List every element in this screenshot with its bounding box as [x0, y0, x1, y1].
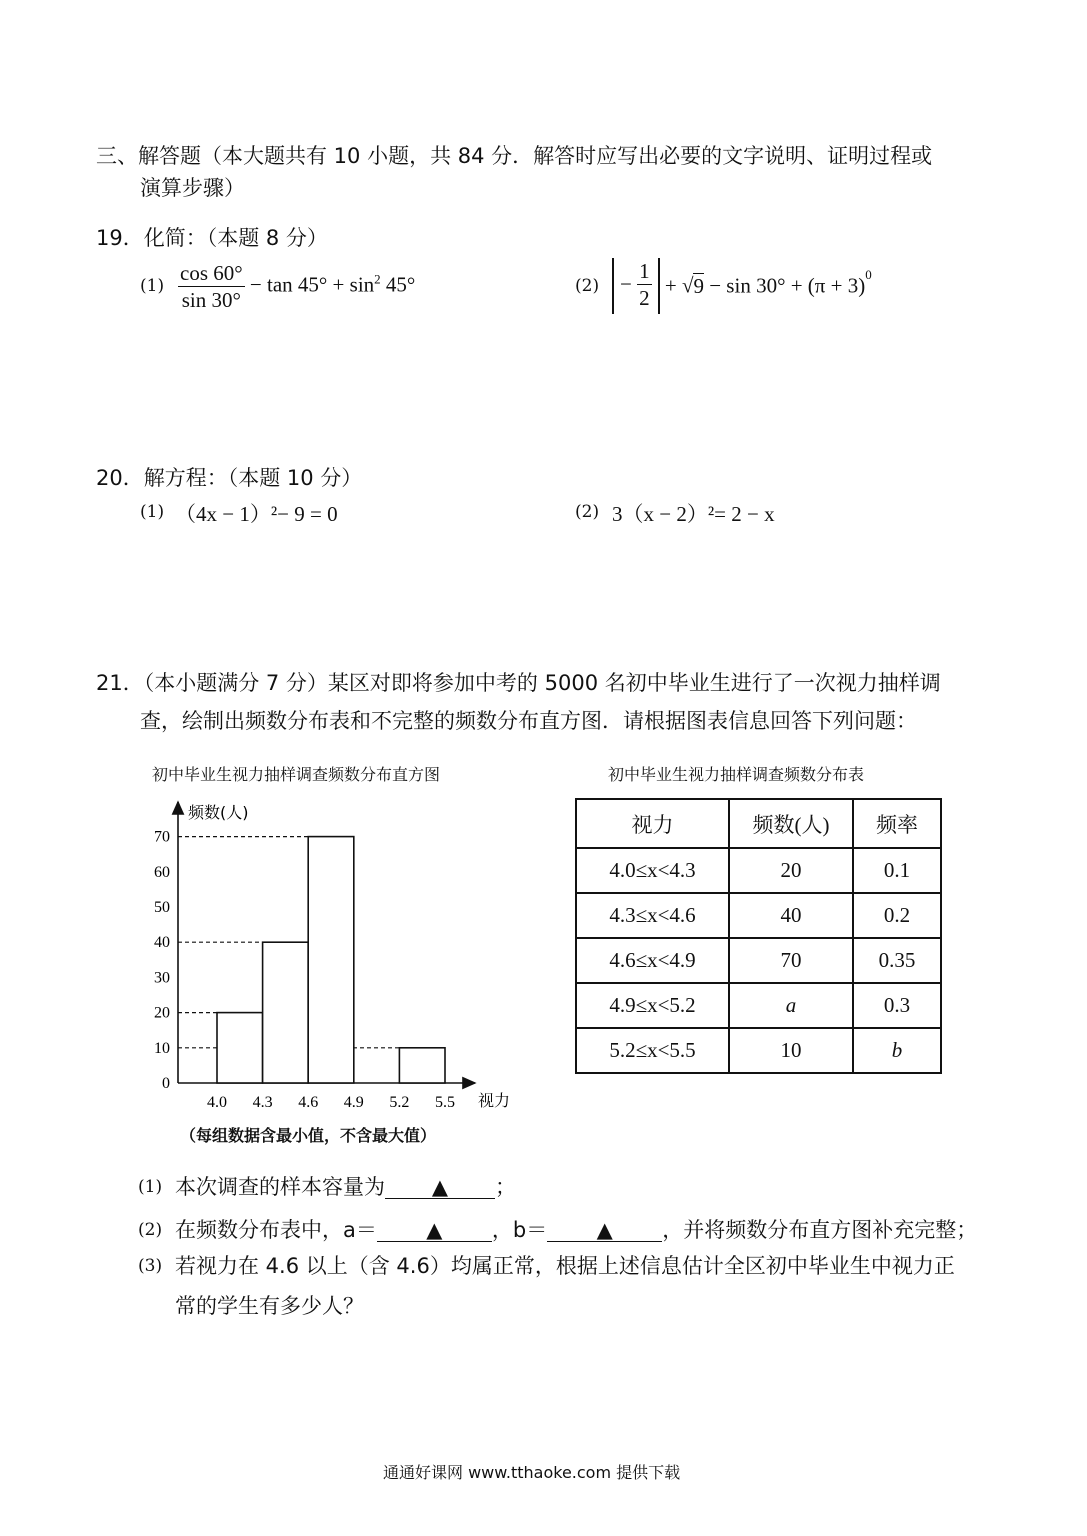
x-tick-label: 4.9 — [343, 1094, 364, 1111]
y-tick-label: 30 — [154, 969, 170, 987]
table-cell: 70 — [729, 938, 853, 983]
histogram-note: （每组数据含最小值，不含最大值） — [180, 1126, 437, 1145]
x-tick-label: 4.6 — [298, 1094, 319, 1111]
table-cell: 0.3 — [853, 983, 941, 1028]
table-cell: 10 — [729, 1028, 853, 1073]
table-cell: 0.2 — [853, 893, 941, 938]
sub3-line1: 若视力在 4.6 以上（含 4.6）均属正常，根据上述信息估计全区初中毕业生中视力正 — [175, 1254, 955, 1278]
histogram-caption: 初中毕业生视力抽样调查频数分布直方图 — [152, 765, 441, 784]
table-cell: 40 — [729, 893, 853, 938]
table-caption: 初中毕业生视力抽样调查频数分布表 — [608, 765, 865, 784]
table-cell: a — [729, 983, 853, 1028]
y-tick-label: 20 — [154, 1004, 170, 1022]
table-cell: 4.6≤x<4.9 — [576, 938, 729, 983]
q20-title: 20．解方程：（本题 10 分） — [96, 466, 363, 490]
y-tick-label: 50 — [154, 899, 170, 916]
table-header-cell: 视力 — [576, 799, 729, 848]
table-cell: 4.3≤x<4.6 — [576, 893, 729, 938]
x-axis-label: 视力 — [478, 1091, 511, 1110]
sub1-label: (1) — [138, 1177, 163, 1197]
sqrt-symbol: √9 — [681, 273, 704, 298]
q19-title: 19．化简：（本题 8 分） — [96, 226, 328, 250]
x-tick-label: 4.0 — [207, 1094, 227, 1111]
histogram-bar — [308, 837, 354, 1083]
table-row — [576, 893, 941, 938]
section-heading-line1: 三、解答题（本大题共有 10 小题，共 84 分．解答时应写出必要的文字说明、证明过程或 — [96, 144, 933, 168]
table-row — [576, 983, 941, 1028]
q20-part1-label: (1) — [140, 502, 165, 522]
x-tick-label: 5.2 — [389, 1094, 410, 1111]
sub2-label: (2) — [138, 1220, 163, 1240]
y-axis-label: 频数(人) — [188, 803, 249, 822]
y-tick-label: 10 — [154, 1039, 170, 1057]
sub3-label: (3) — [138, 1256, 163, 1276]
q21-line1: 21．（本小题满分 7 分）某区对即将参加中考的 5000 名初中毕业生进行了一次视力抽样调 — [96, 671, 941, 695]
answer-blank[interactable]: ▲ — [547, 1219, 662, 1242]
y-tick-label: 40 — [154, 934, 170, 952]
frequency-table — [575, 798, 942, 1074]
table-cell: 0.35 — [853, 938, 941, 983]
y-tick-label: 60 — [154, 863, 170, 881]
q20-part2-label: (2) — [575, 502, 600, 522]
table-row — [576, 938, 941, 983]
frequency-histogram — [130, 790, 530, 1120]
table-cell: b — [853, 1028, 941, 1073]
table-header-row — [576, 799, 941, 848]
sub2-line: 在频数分布表中，a＝ ▲ ，b＝ ▲ ，并将频数分布直方图补充完整； — [175, 1218, 978, 1242]
table-row — [576, 848, 941, 893]
table-cell: 20 — [729, 848, 853, 893]
absolute-value-bars: − $\frac{1}{2}$ — [612, 258, 660, 314]
x-tick-label: 4.3 — [252, 1094, 273, 1111]
answer-blank[interactable]: ▲ — [377, 1219, 492, 1242]
histogram-bar — [399, 1048, 445, 1083]
q20-part2-expression: 3（x − 2）²= 2 − x — [612, 502, 775, 526]
answer-blank[interactable]: ▲ — [385, 1176, 495, 1199]
section-heading-line2: 演算步骤） — [140, 176, 245, 200]
table-cell: 4.9≤x<5.2 — [576, 983, 729, 1028]
q19-part1-label: (1) — [140, 276, 165, 296]
q19-part2-expression: − $\frac{1}{2}$ + $√9 - \sin 30^\circ + (\pi + 3)^0$ — [612, 258, 872, 314]
q19-part2-fraction: $\frac{1}{2}$ — [639, 259, 650, 310]
table-header-cell: 频数(人) — [729, 799, 853, 848]
y-tick-label: 70 — [154, 828, 170, 846]
q19-part1-expression: $\frac{\cos 60^\circ}{\sin 30^\circ}$ − $\tan 45^\circ + \sin^2 45^\circ$ — [180, 261, 416, 312]
table-cell: 4.0≤x<4.3 — [576, 848, 729, 893]
histogram-bar — [217, 1013, 263, 1083]
q21-line2: 查，绘制出频数分布表和不完整的频数分布直方图．请根据图表信息回答下列问题： — [140, 709, 917, 733]
page-footer: 通通好课网 www.tthaoke.com 提供下载 — [383, 1463, 681, 1482]
q19-part2-label: (2) — [575, 276, 600, 296]
table-cell: 5.2≤x<5.5 — [576, 1028, 729, 1073]
table-header-cell: 频率 — [853, 799, 941, 848]
sub1-line: 本次调查的样本容量为 ▲ ； — [175, 1175, 516, 1199]
q20-part1-expression: （4x − 1）²− 9 = 0 — [175, 502, 338, 526]
x-tick-label: 5.5 — [435, 1094, 455, 1111]
table-row — [576, 1028, 941, 1073]
sub3-line2: 常的学生有多少人？ — [175, 1294, 364, 1318]
table-cell: 0.1 — [853, 848, 941, 893]
y-tick-label: 0 — [162, 1075, 170, 1092]
q19-part1-fraction: $\frac{\cos 60^\circ}{\sin 30^\circ}$ — [180, 261, 243, 312]
histogram-bar — [263, 942, 309, 1083]
